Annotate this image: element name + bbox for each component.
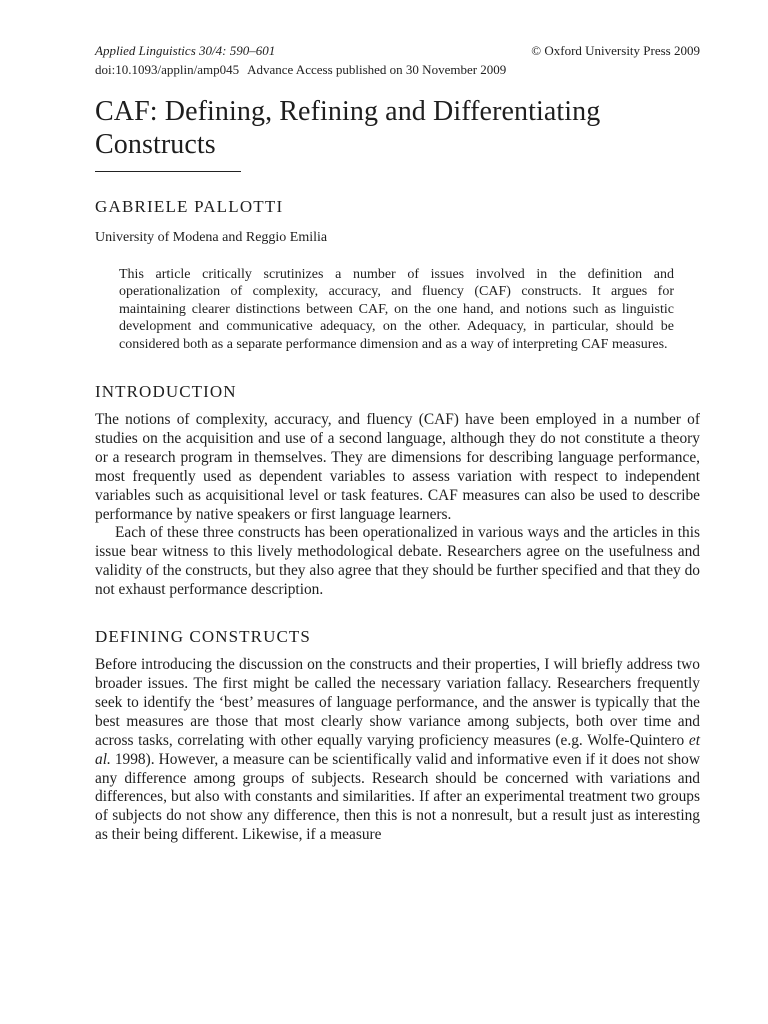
advance-access-note: Advance Access published on 30 November 2009 — [247, 62, 507, 77]
author-affiliation: University of Modena and Reggio Emilia — [95, 230, 328, 245]
introduction-paragraph-1: The notions of complexity, accuracy, and fluency (CAF) have been employed in a number of studies on the acquisition and use of a second language, although they do not constitute a theory or a research program in themselves. They are dimensions for describing language performance, most frequently used as dependent variables to assess variation with respect to independent variables such as acquisitional level or task features. CAF measures can also be used to describe performance by native speakers or first language learners. — [95, 411, 700, 523]
defining-constructs-paragraph-1 — [95, 656, 700, 845]
doi-line — [95, 60, 700, 79]
running-header — [95, 41, 700, 60]
et-al-italic: et al. — [95, 731, 700, 768]
paragraph-text-part-2: 1998). However, a measure can be scientifically valid and informative even if it does not show any difference among groups of subjects. Research should be concerned with variations and differences, but also with constants and similarities. If after an experimental treatment two groups of subjects do not show any difference, then this is not a nonresult, but a result just as interesting as their being different. Likewise, if a measure — [95, 750, 700, 844]
author-name: GABRIELE PALLOTTI — [95, 197, 284, 216]
copyright-notice: © Oxford University Press 2009 — [531, 43, 700, 58]
journal-citation: Applied Linguistics 30/4: 590–601 — [95, 43, 276, 58]
abstract: This article critically scrutinizes a number of issues involved in the definition and operationalization of complexity, accuracy, and fluency (CAF) constructs. It argues for maintaining clearer distinctions between CAF, on the one hand, and notions such as linguistic development and communicative adequacy, on the other. Adequacy, in particular, should be considered both as a separate performance dimension and as a way of interpreting CAF measures. — [119, 267, 674, 352]
article-title: CAF: Defining, Refining and Differentiating Constructs — [95, 96, 601, 160]
introduction-paragraph-2: Each of these three constructs has been operationalized in various ways and the articles in this issue bear witness to this lively methodological debate. Researchers agree on the usefulness and validity of the constructs, but they also agree that they should be further specified and that they do not exhaust performance description. — [95, 524, 700, 599]
doi-link[interactable]: doi:10.1093/applin/amp045 — [95, 62, 240, 77]
article-page — [95, 41, 700, 845]
section-heading-introduction: INTRODUCTION — [95, 382, 237, 402]
section-heading-defining-constructs: DEFINING CONSTRUCTS — [95, 627, 311, 647]
paragraph-text-part-1: Before introducing the discussion on the constructs and their properties, I will briefly address two broader issues. The first might be called the necessary variation fallacy. Researchers frequently seek to identify the ‘best’ measures of language performance, and the answer is typically that the best measures are those that most clearly show variance among subjects, both over time and across tasks, correlating with other equally varying proficiency measures (e.g. Wolfe-Quintero — [95, 656, 700, 749]
title-divider — [95, 171, 241, 172]
